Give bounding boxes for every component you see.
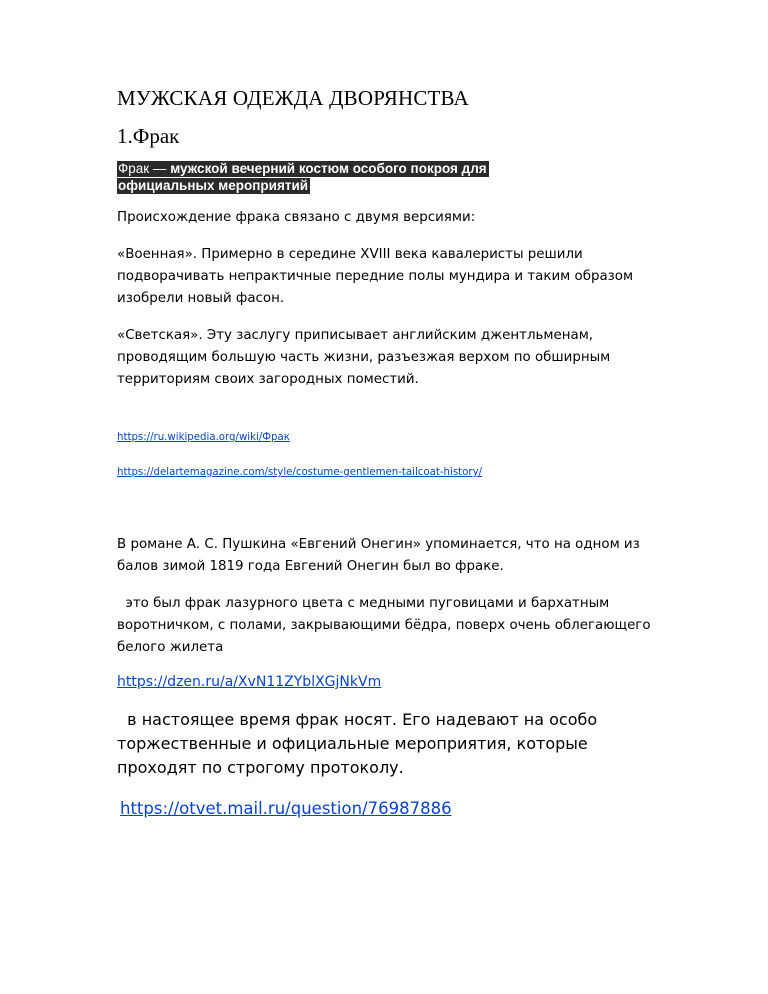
link-otvet[interactable]: https://otvet.mail.ru/question/76987886 (120, 799, 452, 818)
definition-term: Фрак — (118, 161, 171, 176)
onegin-paragraph: В романе А. С. Пушкина «Евгений Онегин» упоминается, что на одном из балов зимой 1819 года Евгений Онегин был во фраке. (117, 537, 640, 574)
document-title: МУЖСКАЯ ОДЕЖДА ДВОРЯНСТВА (117, 86, 469, 110)
definition-text: мужской вечерний костюм особого покроя для официальных мероприятий (118, 161, 487, 193)
version-military: «Военная». Примерно в середине XVIII века кавалеристы решили подворачивать непрактичные передние полы мундира и таким образом изобрели новый фасон. (117, 247, 634, 306)
origin-intro: Происхождение фрака связано с двумя версиями: (117, 210, 476, 225)
onegin-description: это был фрак лазурного цвета с медными пуговицами и бархатным воротничком, с полами, закрывающими бёдра, поверх очень облегающего белого жилета (117, 596, 655, 655)
modern-paragraph: в настоящее время фрак носят. Его надевают на особо торжественные и официальные мероприятия, которые проходят по строгому протоколу. (117, 710, 603, 777)
link-dzen[interactable]: https://dzen.ru/a/XvN11ZYblXGjNkVm (117, 674, 382, 690)
definition-highlight (117, 161, 489, 194)
section-heading: 1.Фрак (117, 124, 180, 148)
definition-block (117, 160, 557, 194)
version-secular: «Светская». Эту заслугу приписывает английским джентльменам, проводящим большую часть жизни, разъезжая верхом по обширным территориям своих загородных поместий. (117, 328, 611, 387)
link-delarte[interactable]: https://delartemagazine.com/style/costume-gentlemen-tailcoat-history/ (117, 467, 483, 478)
link-wikipedia[interactable]: https://ru.wikipedia.org/wiki/Фрак (117, 432, 290, 443)
